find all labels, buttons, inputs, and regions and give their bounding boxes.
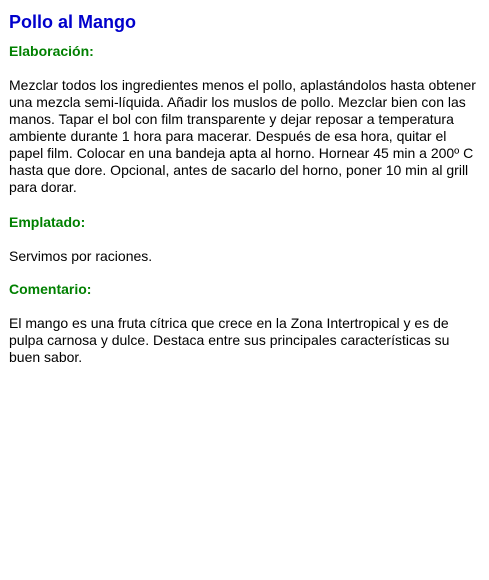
- section-heading-elaboracion: Elaboración:: [9, 43, 94, 59]
- section-text-elaboracion: Mezclar todos los ingredientes menos el pollo, aplastándolos hasta obtener una mezcla semi-líquida. Añadir los muslos de pollo. Mezclar bien con las manos. Tapar el bol con film transparente y dejar reposar a temperatura ambiente durante 1 hora para macerar. Después de esa hora, quitar el papel film. Colocar en una bandeja apta al horno. Hornear 45 min a 200º C hasta que dore. Opcional, antes de sacarlo del horno, poner 10 min al grill para dorar.: [9, 77, 476, 195]
- section-heading-emplatado: Emplatado:: [9, 214, 86, 230]
- recipe-title: Pollo al Mango: [9, 12, 137, 32]
- section-text-emplatado: Servimos por raciones.: [9, 248, 153, 264]
- section-text-comentario: El mango es una fruta cítrica que crece en la Zona Intertropical y es de pulpa carnosa y dulce. Destaca entre sus principales características su buen sabor.: [9, 315, 450, 365]
- section-heading-comentario: Comentario:: [9, 281, 92, 297]
